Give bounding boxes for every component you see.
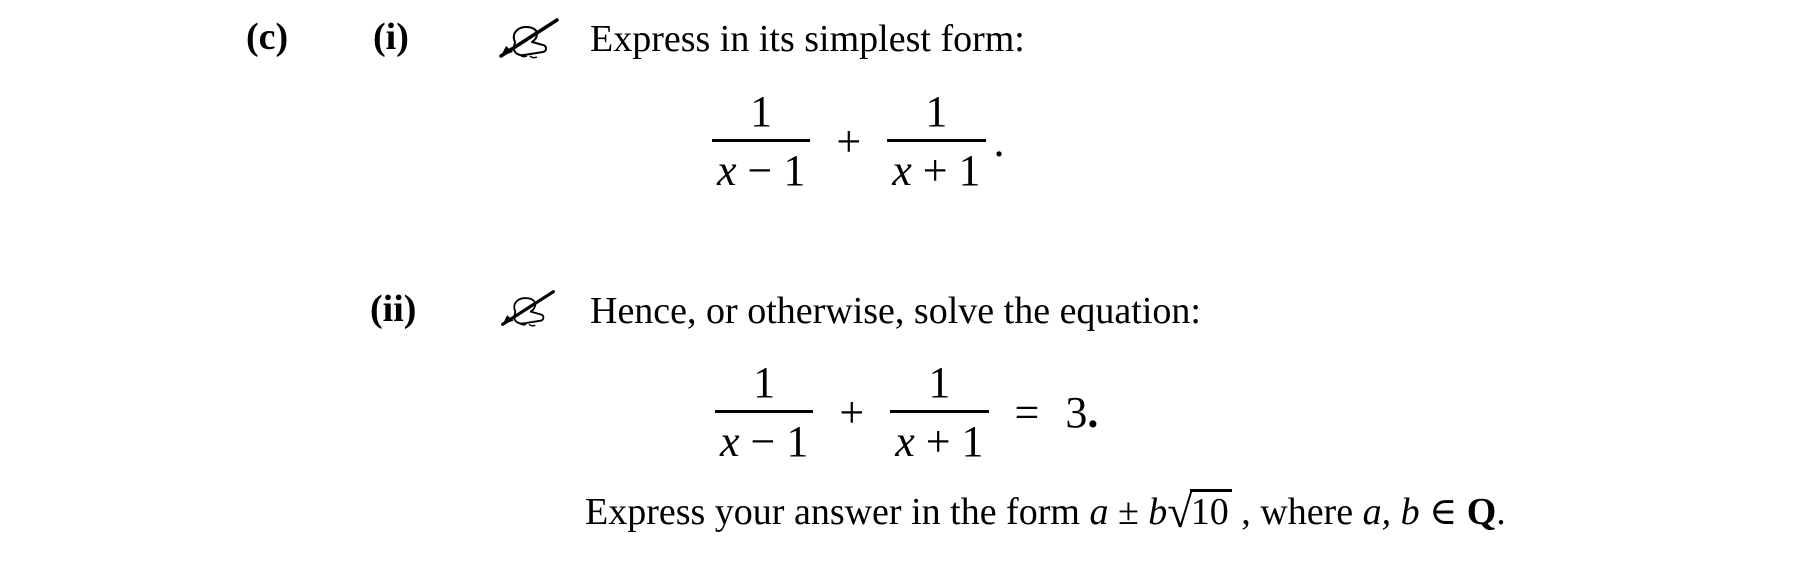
- plus-minus-sign: ±: [1108, 491, 1149, 533]
- plus-operator: +: [839, 387, 865, 437]
- numerator: 1: [753, 358, 776, 407]
- denominator: [715, 410, 813, 464]
- denominator-rest: − 1: [739, 417, 809, 466]
- variable-x: x: [717, 146, 737, 195]
- variables-a-b: a, b: [1362, 491, 1420, 533]
- part-c-label: (c): [246, 16, 289, 58]
- rhs-number: 3: [1065, 387, 1088, 437]
- rhs-value: [1065, 387, 1099, 437]
- equation-part-ii: [715, 358, 1099, 466]
- denominator-rest: + 1: [911, 146, 981, 195]
- variable-x: x: [720, 417, 740, 466]
- period: .: [1087, 387, 1099, 437]
- period: .: [1496, 491, 1506, 533]
- radical-sign: √: [1167, 486, 1193, 538]
- numerator: 1: [750, 87, 773, 136]
- instruction-part-i: Express in its simplest form:: [590, 18, 1025, 60]
- denominator: [890, 410, 988, 464]
- denominator: [887, 139, 985, 193]
- numerator: 1: [925, 87, 948, 136]
- answer-form-instruction: [585, 486, 1506, 538]
- writing-hand-icon: [499, 288, 557, 333]
- answer-prefix: Express your answer in the form: [585, 491, 1090, 533]
- plus-operator: +: [836, 116, 862, 166]
- fraction-1: [715, 358, 813, 466]
- numerator: 1: [928, 358, 951, 407]
- rational-set-symbol: Q: [1466, 491, 1497, 533]
- writing-hand-icon: [497, 16, 561, 65]
- answer-middle: , where: [1231, 491, 1363, 533]
- element-of-sign: ∈: [1419, 491, 1467, 533]
- square-root-of-10: [1167, 486, 1231, 538]
- variable-b: b: [1148, 491, 1168, 533]
- variable-x: x: [895, 417, 915, 466]
- denominator-rest: + 1: [914, 417, 984, 466]
- fraction-2: [890, 358, 988, 466]
- equals-sign: =: [1014, 387, 1040, 437]
- fraction-1: [712, 87, 810, 195]
- denominator: [712, 139, 810, 193]
- fraction-2: [887, 87, 985, 195]
- radicand: 10: [1190, 489, 1232, 533]
- instruction-part-ii: Hence, or otherwise, solve the equation:: [590, 290, 1201, 332]
- subpart-ii-label: (ii): [370, 288, 417, 330]
- period: .: [993, 116, 1005, 166]
- subpart-i-label: (i): [373, 16, 409, 58]
- variable-x: x: [892, 146, 912, 195]
- variable-a: a: [1089, 491, 1109, 533]
- denominator-rest: − 1: [736, 146, 806, 195]
- expression-part-i: [712, 87, 1005, 195]
